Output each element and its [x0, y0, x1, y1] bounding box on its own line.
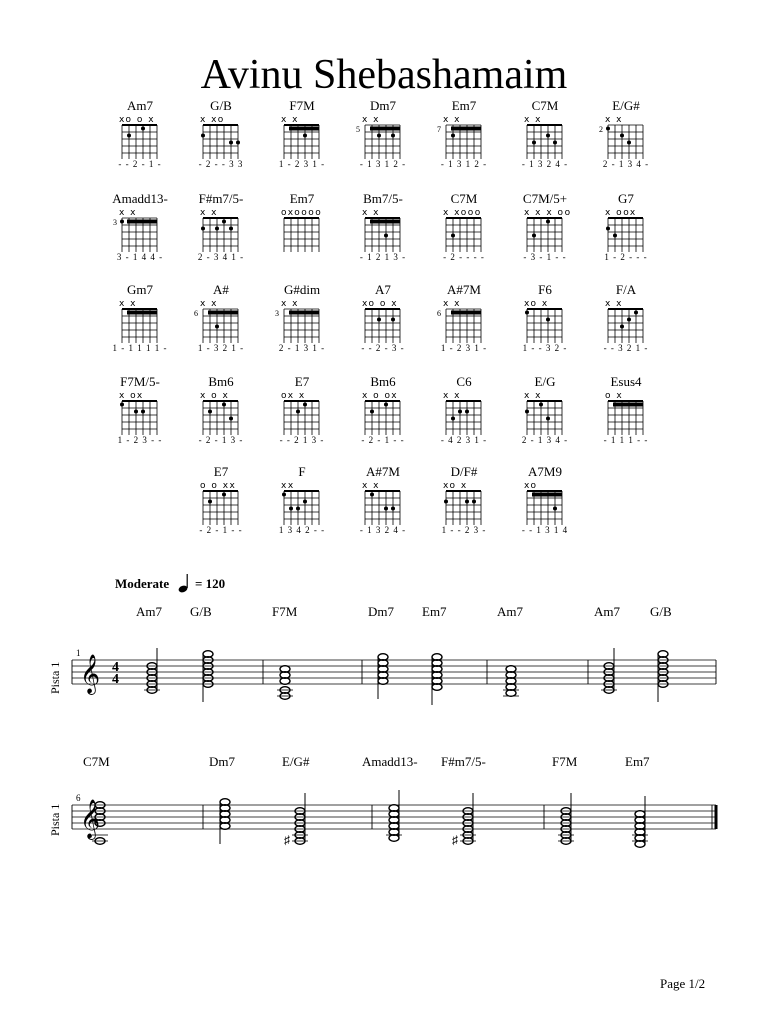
system-1-chord: G/B: [190, 604, 212, 619]
finger-dot: [201, 134, 205, 138]
chord-name: Gm7: [127, 282, 153, 297]
finger-dot: [120, 403, 124, 407]
chord-grid: [586, 206, 666, 252]
note-chord: [503, 666, 519, 697]
note-chord: [432, 654, 442, 705]
chord-grid: [181, 389, 261, 435]
chord-fingering: - - 1 3 1 4: [521, 525, 569, 535]
page-number: Page 1/2: [660, 976, 706, 991]
staff-label: Pista 1: [48, 661, 62, 694]
system-2-chord: C7M: [83, 754, 110, 769]
chord-fingering: 1 - - 2 3 -: [441, 525, 487, 535]
finger-dot: [208, 410, 212, 414]
finger-dot: [451, 134, 455, 138]
chord-name: C6: [456, 374, 472, 389]
chord-fingering: - 2 - - 3 3: [198, 159, 244, 169]
chord-fingering: - 1 1 1 - -: [603, 435, 649, 445]
finger-dot: [370, 410, 374, 414]
string-markers: x ox: [119, 391, 144, 401]
chord-fingering: - - 2 1 3 -: [279, 435, 325, 445]
fret-number: 5: [356, 125, 360, 134]
chord-name: G#dim: [283, 282, 321, 297]
note-chord: [220, 799, 230, 844]
string-markers: ox x: [281, 391, 306, 401]
chord-fingering: - 3 - 1 - -: [523, 252, 567, 262]
chord-fingering: 3 - 1 4 4 -: [116, 252, 164, 262]
string-markers: x o x: [200, 391, 230, 401]
svg-text:♯: ♯: [452, 833, 458, 847]
quarter-note-icon: [178, 572, 192, 594]
finger-dot: [532, 141, 536, 145]
string-markers: x x: [524, 115, 543, 125]
finger-dot: [296, 127, 300, 131]
note-chord: [452, 793, 476, 847]
finger-dot: [384, 507, 388, 511]
chord-fingering: - 1 3 1 2 -: [440, 159, 488, 169]
chord-name: F7M: [289, 98, 315, 113]
finger-dot: [303, 403, 307, 407]
string-markers: xo o x: [119, 115, 156, 125]
string-markers: xo o x: [362, 299, 399, 309]
barre: [451, 311, 481, 315]
chord-name: F#m7/5-: [198, 191, 244, 206]
fret-number: 3: [275, 309, 279, 318]
chord-name: G/B: [210, 98, 232, 113]
chord-grid: [100, 206, 180, 252]
tempo-marking: Moderate: [115, 576, 170, 591]
finger-dot: [391, 318, 395, 322]
finger-dot: [613, 234, 617, 238]
chord-grid: [586, 389, 666, 435]
string-markers: x xooo: [443, 208, 482, 218]
chord-name: G7: [618, 191, 634, 206]
chord-grid: [424, 206, 504, 252]
chord-grid: [181, 206, 261, 252]
barre: [370, 127, 400, 131]
string-markers: x x: [200, 208, 219, 218]
staff-system-1: [0, 620, 768, 740]
string-markers: o x: [605, 391, 624, 401]
chord-name: D/F#: [450, 464, 478, 479]
string-markers: x x: [362, 115, 381, 125]
chord-fingering: - 4 2 3 1 -: [440, 435, 488, 445]
finger-dot: [620, 134, 624, 138]
finger-dot: [546, 318, 550, 322]
fret-number: 2: [599, 125, 603, 134]
barre: [532, 493, 562, 497]
chord-name: F: [298, 464, 306, 479]
system-2-chord: F#m7/5-: [441, 754, 486, 769]
barre: [289, 311, 319, 315]
string-markers: xo: [524, 481, 538, 491]
finger-dot: [546, 220, 550, 224]
chord-fingering: - - 2 - 3 -: [361, 343, 405, 353]
system-2-chord: Dm7: [209, 754, 235, 769]
finger-dot: [229, 417, 233, 421]
svg-text:♯: ♯: [284, 833, 290, 847]
system-1-chord: Am7: [497, 604, 523, 619]
note-chord: [386, 790, 402, 841]
string-markers: x x: [119, 208, 138, 218]
finger-dot: [525, 311, 529, 315]
finger-dot: [384, 403, 388, 407]
finger-dot: [222, 403, 226, 407]
finger-dot: [472, 500, 476, 504]
finger-dot: [391, 507, 395, 511]
chord-fingering: 1 - 2 3 1 -: [278, 159, 326, 169]
staff-system-2: [0, 765, 768, 885]
chord-grid: [505, 479, 585, 525]
chord-fingering: 1 - - 3 2 -: [522, 343, 568, 353]
barre: [208, 311, 238, 315]
finger-dot: [134, 410, 138, 414]
measure-number: 1: [76, 648, 81, 658]
system-2-chord: Amadd13-: [362, 754, 418, 769]
finger-dot: [208, 500, 212, 504]
system-1-chord: F7M: [272, 604, 298, 619]
chord-fingering: - 2 - 1 3 -: [198, 435, 244, 445]
finger-dot: [627, 318, 631, 322]
chord-name: A#: [213, 282, 229, 297]
note-chord: [558, 793, 574, 844]
chord-grid: [343, 206, 423, 252]
string-markers: x x x oo: [524, 208, 572, 218]
chord-name: C7M: [450, 191, 478, 206]
string-markers: x x: [200, 299, 219, 309]
finger-dot: [606, 227, 610, 231]
string-markers: x o ox: [362, 391, 399, 401]
chord-fingering: - 1 3 2 4 -: [521, 159, 569, 169]
chord-fingering: 1 - 2 - - -: [604, 252, 648, 262]
chord-fingering: - 2 - - - -: [443, 252, 485, 262]
chord-grid: [424, 389, 504, 435]
chord-fingering: 1 - 3 2 1 -: [197, 343, 245, 353]
finger-dot: [546, 417, 550, 421]
string-markers: xo x: [443, 481, 468, 491]
treble-clef-icon: 𝄞: [80, 654, 101, 694]
chord-fingering: - 1 3 1 2 -: [359, 159, 407, 169]
time-signature: 4: [112, 660, 119, 675]
chord-name: F7M/5-: [120, 374, 160, 389]
finger-dot: [282, 493, 286, 497]
chord-name: Em7: [289, 191, 315, 206]
string-markers: o o xx: [200, 481, 237, 491]
system-2-chord: F7M: [552, 754, 578, 769]
chord-grid: [262, 297, 342, 343]
chord-name: A7M9: [528, 464, 562, 479]
barre: [289, 127, 319, 131]
string-markers: x x: [281, 299, 300, 309]
finger-dot: [525, 410, 529, 414]
chord-fingering: 1 - 1 1 1 1 -: [112, 343, 168, 353]
chord-fingering: 2 - 1 3 4 -: [521, 435, 569, 445]
treble-clef-icon: 𝄞: [80, 799, 101, 839]
system-1-chord: Em7: [422, 604, 447, 619]
note-chord: [203, 651, 213, 702]
finger-dot: [465, 410, 469, 414]
chord-grid: [100, 113, 180, 159]
finger-dot: [606, 127, 610, 131]
finger-dot: [222, 493, 226, 497]
chord-name: E7: [213, 464, 229, 479]
chord-fingering: - 1 2 1 3 -: [359, 252, 407, 262]
chord-fingering: - - 2 - 1 -: [118, 159, 162, 169]
finger-dot: [370, 493, 374, 497]
chord-name: Amadd13-: [112, 191, 168, 206]
barre: [127, 220, 157, 224]
finger-dot: [465, 500, 469, 504]
chord-grid: [586, 297, 666, 343]
chord-grid: [181, 479, 261, 525]
fret-number: 6: [437, 309, 441, 318]
string-markers: x x: [281, 115, 300, 125]
fret-number: 3: [113, 218, 117, 227]
string-markers: x x: [443, 299, 462, 309]
finger-dot: [377, 318, 381, 322]
chord-fingering: 2 - 1 3 1 -: [278, 343, 326, 353]
chord-grid: [343, 389, 423, 435]
chord-name: C7M/5+: [522, 191, 568, 206]
chord-grid: [505, 113, 585, 159]
chord-grid: [343, 113, 423, 159]
note-chord: [658, 651, 668, 702]
finger-dot: [634, 311, 638, 315]
finger-dot: [465, 127, 469, 131]
chord-name: F/A: [615, 282, 637, 297]
finger-dot: [553, 507, 557, 511]
chord-grid: [343, 297, 423, 343]
string-markers: xo x: [524, 299, 549, 309]
note-chord: [144, 648, 160, 693]
finger-dot: [620, 325, 624, 329]
chord-name: Bm7/5-: [363, 191, 403, 206]
finger-dot: [289, 507, 293, 511]
finger-dot: [296, 507, 300, 511]
string-markers: x x: [524, 391, 543, 401]
chord-name: Esus4: [610, 374, 642, 389]
finger-dot: [236, 141, 240, 145]
chord-fingering: 2 - 3 4 1 -: [197, 252, 245, 262]
string-markers: x x: [362, 208, 381, 218]
finger-dot: [296, 410, 300, 414]
song-title: Avinu Shebashamaim: [200, 52, 568, 98]
chord-fingering: 1 - 2 3 - -: [117, 435, 163, 445]
finger-dot: [303, 500, 307, 504]
note-chord: [378, 654, 388, 699]
finger-dot: [215, 325, 219, 329]
chord-fingering: - 2 - 1 - -: [199, 525, 243, 535]
string-markers: x xo: [200, 115, 225, 125]
chord-grid: [343, 479, 423, 525]
system-2-chord: Em7: [625, 754, 650, 769]
chord-name: Dm7: [370, 98, 396, 113]
chord-name: A#7M: [447, 282, 481, 297]
chord-fingering: - 1 3 2 4 -: [359, 525, 407, 535]
chord-name: Bm6: [370, 374, 396, 389]
chord-grid: [424, 113, 504, 159]
finger-dot: [553, 141, 557, 145]
finger-dot: [627, 141, 631, 145]
chord-grid: [586, 113, 666, 159]
finger-dot: [229, 141, 233, 145]
note-chord: [277, 666, 293, 700]
system-1-chord: Am7: [594, 604, 620, 619]
system-1-chord: G/B: [650, 604, 672, 619]
chord-name: Am7: [127, 98, 153, 113]
fret-number: 6: [194, 309, 198, 318]
system-2-chord: E/G#: [282, 754, 310, 769]
chord-name: A#7M: [366, 464, 400, 479]
chord-grid: [100, 389, 180, 435]
finger-dot: [546, 134, 550, 138]
chord-name: Em7: [451, 98, 477, 113]
chord-grid: [181, 297, 261, 343]
chord-grid: [505, 206, 585, 252]
finger-dot: [391, 134, 395, 138]
tempo-value: = 120: [195, 576, 226, 591]
chord-name: F6: [538, 282, 552, 297]
string-markers: x x: [119, 299, 138, 309]
string-markers: x x: [362, 481, 381, 491]
finger-dot: [444, 500, 448, 504]
chord-grid: [262, 206, 342, 252]
finger-dot: [303, 134, 307, 138]
string-markers: x oox: [605, 208, 637, 218]
note-chord: [601, 648, 617, 693]
finger-dot: [201, 227, 205, 231]
staff-label: Pista 1: [48, 803, 62, 836]
system-1-chord: Am7: [136, 604, 162, 619]
chord-name: A7: [375, 282, 391, 297]
string-markers: oxoooo: [281, 208, 323, 218]
finger-dot: [141, 410, 145, 414]
chord-name: E7: [294, 374, 310, 389]
chord-fingering: 2 - 1 3 4 -: [602, 159, 650, 169]
chord-grid: [505, 389, 585, 435]
barre: [370, 220, 400, 224]
finger-dot: [539, 403, 543, 407]
chord-grid: [505, 297, 585, 343]
note-chord: [284, 793, 308, 847]
finger-dot: [451, 417, 455, 421]
chord-fingering: - 2 - 1 - -: [361, 435, 405, 445]
chord-grid: [424, 479, 504, 525]
finger-dot: [222, 220, 226, 224]
chord-name: Bm6: [208, 374, 234, 389]
chord-fingering: - - 3 2 1 -: [603, 343, 649, 353]
chord-grid: [181, 113, 261, 159]
string-markers: x x: [443, 115, 462, 125]
string-markers: x x: [605, 115, 624, 125]
finger-dot: [458, 410, 462, 414]
time-signature: 4: [112, 672, 119, 687]
chord-grid: [262, 479, 342, 525]
finger-dot: [377, 134, 381, 138]
chord-grid: [262, 113, 342, 159]
chord-grid: [424, 297, 504, 343]
barre: [613, 403, 643, 407]
chord-name: E/G#: [612, 98, 640, 113]
chord-fingering: 1 3 4 2 - -: [278, 525, 326, 535]
finger-dot: [384, 234, 388, 238]
fret-number: 7: [437, 125, 441, 134]
finger-dot: [120, 220, 124, 224]
string-markers: xx: [281, 481, 295, 491]
finger-dot: [289, 127, 293, 131]
chord-grid: [100, 297, 180, 343]
string-markers: x x: [443, 391, 462, 401]
chord-name: E/G: [534, 374, 556, 389]
chord-fingering: 1 - 2 3 1 -: [440, 343, 488, 353]
measure-number: 6: [76, 793, 81, 803]
finger-dot: [229, 227, 233, 231]
finger-dot: [141, 127, 145, 131]
chord-grid: [262, 389, 342, 435]
note-chord: [632, 796, 648, 847]
string-markers: x x: [605, 299, 624, 309]
system-1-chord: Dm7: [368, 604, 394, 619]
finger-dot: [451, 234, 455, 238]
chord-name: C7M: [531, 98, 559, 113]
finger-dot: [215, 227, 219, 231]
barre: [127, 311, 157, 315]
finger-dot: [127, 134, 131, 138]
finger-dot: [532, 234, 536, 238]
